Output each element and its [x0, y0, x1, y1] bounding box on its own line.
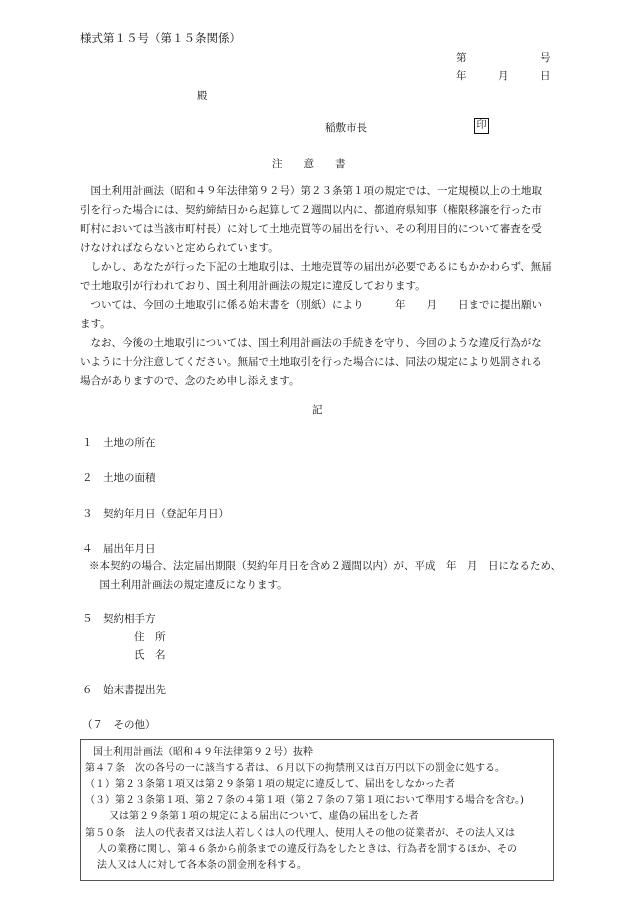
date-month-label: 月 — [498, 70, 509, 82]
item-location: １ 土地の所在 — [82, 437, 156, 449]
item-submission-destination: ６ 始末書提出先 — [82, 684, 166, 696]
excerpt-article-47: 第４７条 次の各号の一に該当する者は、６月以下の拘禁刑又は百万円以下の罰金に処する。 — [85, 763, 505, 774]
excerpt-article-47-item-1: （１）第２３条第１項又は第２９条第１項の規定に違反して、届出をしなかった者 — [85, 779, 455, 790]
item-notification-date: ４ 届出年月日 — [82, 543, 156, 555]
issuer: 稲敷市長 — [325, 122, 367, 134]
counterparty-name-label: 氏 名 — [134, 649, 166, 661]
date-day-label: 日 — [540, 70, 551, 82]
excerpt-heading: 国土利用計画法（昭和４９年法律第９２号）抜粋 — [93, 747, 313, 758]
excerpt-article-47-item-3: （３）第２３条第１項、第２７条の４第１項（第２７条の７第１項において準用する場合を含む。) — [85, 795, 524, 806]
item-notification-note: ※本契約の場合、法定届出期限（契約年月日を含め２週間以内）が、平成 年 月 日になるため、国土利用計画法の規定違反になります。 — [89, 560, 562, 591]
excerpt-article-50: 第５０条 法人の代表者又は法人若しくは人の代理人、使用人その他の従業者が、その法人又は — [85, 828, 515, 839]
excerpt-article-47-item-3-cont: 又は第２９条第１項の規定による届出について、虚偽の届出をした者 — [109, 811, 419, 822]
body-paragraph-2: しかし、あなたが行った下記の土地取引は、土地売買等の届出が必要であるにもかかわらず、無届で土地取引が行われており、国土利用計画法の規定に違反しております。 — [80, 261, 552, 292]
document-title: 注 意 書 — [272, 158, 346, 170]
item-contract-date: ３ 契約年月日（登記年月日） — [82, 508, 229, 520]
excerpt-article-50-cont-1: 人の業務に関し、第４６条から前条までの違反行為をしたときは、行為者を罰するほか、その — [97, 844, 517, 855]
form-number: 様式第１５号（第１５条関係） — [80, 31, 241, 45]
ki-heading: 記 — [312, 404, 323, 416]
body-paragraph-3: ついては、今回の土地取引に係る始末書を（別紙）により 年 月 日までに提出願います。 — [80, 299, 542, 330]
seal-stamp: 印 — [474, 118, 489, 134]
counterparty-address-label: 住 所 — [134, 631, 166, 643]
addressee-suffix: 殿 — [197, 90, 208, 102]
body-paragraph-4: なお、今後の土地取引については、国土利用計画法の手続きを守り、今回のような違反行為がないように十分注意してください。無届で土地取引を行った場合には、同法の規定により処罰される場合がありますので、念のため申し添えます。 — [80, 337, 542, 387]
date-year-label: 年 — [456, 70, 467, 82]
excerpt-article-50-cont-2: 法人又は人に対して各本条の罰金刑を科する。 — [97, 860, 307, 871]
item-area: ２ 土地の面積 — [82, 472, 156, 484]
number-suffix: 号 — [540, 52, 551, 64]
law-excerpt-box — [80, 739, 554, 881]
number-prefix: 第 — [456, 52, 467, 64]
body-paragraph-1: 国土利用計画法（昭和４９年法律第９２号）第２３条第１項の規定では、一定規模以上の土地取引を行った場合には、契約締結日から起算して２週間以内に、都道府県知事（権限移譲を行った市町村においては当該市町村長）に対して土地売買等の届出を行い、その利用目的について審査を受けなければならないと定められています。 — [80, 185, 542, 254]
item-counterparty: ５ 契約相手方 — [82, 613, 156, 625]
item-other: （７ その他） — [82, 719, 156, 731]
